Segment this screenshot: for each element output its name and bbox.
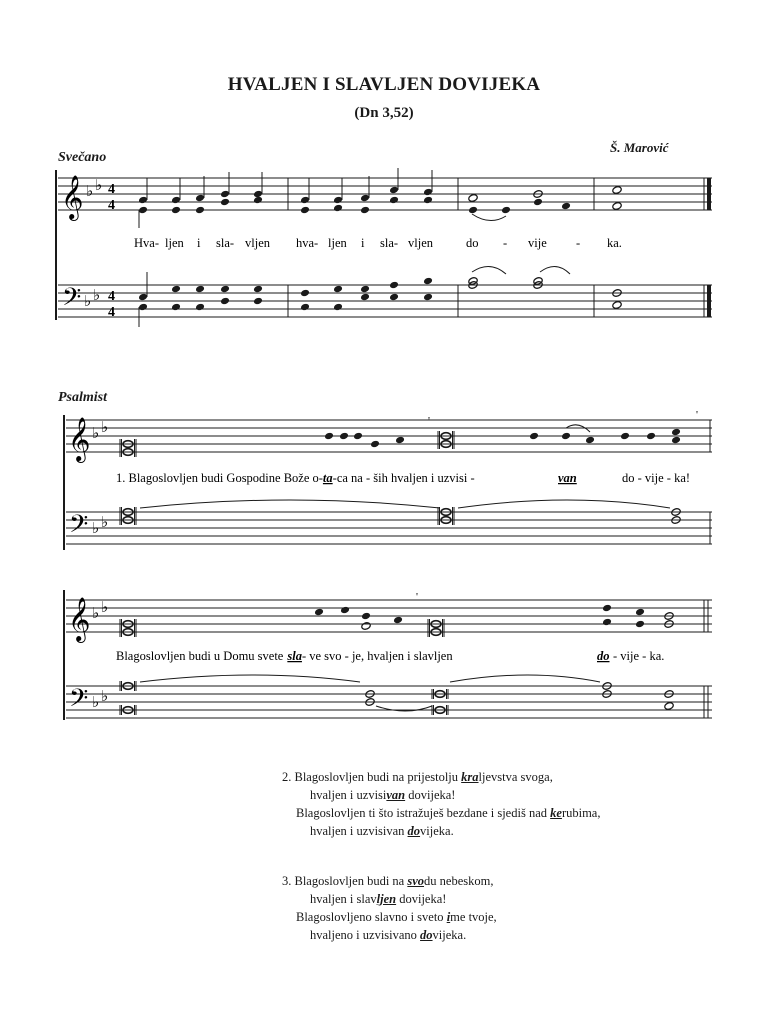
verse1-line2-lyrics [116,649,453,663]
lyric-text: -ca na - ših hvaljen i uzvisi - [332,471,475,485]
lyric-syllable: do [466,236,479,250]
psalmist-marking: Psalmist [58,390,108,405]
lyric-text: Blagoslovljen budi u Domu svete [116,649,284,663]
bass-clef: 𝄢 [62,283,82,318]
verse-line: hvaljen i uzvisivan dovijeka. [310,824,454,838]
lyric-syllable: sla- [216,236,235,250]
breath-mark: ' [428,415,430,427]
bass-notes [138,266,622,327]
treble-staff [66,600,712,632]
lyric-syllable: i [197,236,201,250]
key-signature-flat: ♭ [101,689,109,705]
barlines [288,178,704,317]
tie [140,675,360,682]
treble-clef: 𝄞 [68,597,91,641]
final-barline [707,178,711,210]
lyric-syllable: sla- [380,236,399,250]
lyric-accent: van [558,471,577,485]
tie [450,675,600,682]
bass-clef: 𝄢 [69,510,89,545]
bass-staff [58,285,712,317]
key-signature-flat: ♭ [86,184,94,200]
lyric-syllable: - [576,236,581,250]
verse-line: 2. Blagoslovljen budi na prijestolju kraljevstva svoga, [282,770,553,784]
lyric-text: - ve svo - je, hvaljen i slavljen [301,649,453,663]
verse-line: hvaljen i uzvisivan dovijeka! [310,788,456,802]
tie [458,500,670,508]
time-signature-bottom: 4 [108,305,115,320]
verse-2 [282,768,600,840]
key-signature-flat: ♭ [92,695,100,711]
system-3-verse [64,590,712,720]
lyric-syllable: ka. [607,236,622,250]
lyric-syllable: ljen [328,236,347,250]
lyric-text: - vije - ka. [613,649,665,663]
treble-clef: 𝄞 [61,175,84,219]
breath-mark: ' [416,591,418,603]
scripture-reference: (Dn 3,52) [354,105,414,121]
lyric-syllable: vije [528,236,547,250]
tie [140,500,440,508]
key-signature-flat: ♭ [92,426,100,442]
verse-line: hvaljeno i uzvisivano dovijeka. [310,928,467,942]
final-barline [707,285,711,317]
barlines [704,600,708,718]
system-2-verse [64,409,712,550]
lyric-syllable: hva- [296,236,319,250]
lyric-syllable: Hva- [134,236,159,250]
time-signature-bottom: 4 [108,198,115,213]
key-signature-flat: ♭ [92,521,100,537]
key-signature-flat: ♭ [101,600,109,616]
lyric-accent: sla [287,649,302,663]
lyric-syllable: i [361,236,365,250]
system-1-refrain [56,168,712,327]
composer-name: Š. Marović [610,140,669,155]
lyric-text: 1. Blagoslovljen budi Gospodine Bože o- [116,471,323,485]
key-signature-flat: ♭ [101,420,109,436]
lyric-accent: ta [322,471,333,485]
key-signature-flat: ♭ [92,606,100,622]
key-signature-flat: ♭ [93,288,101,304]
verse-3 [282,872,497,944]
time-signature-top: 4 [108,182,115,197]
key-signature-flat: ♭ [84,294,92,310]
verse1-line1-lyrics [116,471,475,485]
key-signature-flat: ♭ [101,515,109,531]
lyric-syllable: vljen [245,236,270,250]
treble-notes [138,168,622,228]
verse-line: Blagoslovljeno slavno i sveto ime tvoje, [296,910,497,924]
lyric-syllable: vljen [408,236,433,250]
tempo-marking: Svečano [58,150,107,165]
treble-staff [66,420,712,452]
verse-line: 3. Blagoslovljen budi na svodu nebeskom, [282,874,494,888]
treble-clef: 𝄞 [68,417,91,461]
page-title: HVALJEN I SLAVLJEN DOVIJEKA [227,74,541,95]
bass-clef: 𝄢 [69,684,89,719]
verse-line: hvaljen i slavljen dovijeka! [310,892,447,906]
time-signature-top: 4 [108,289,115,304]
lyric-syllable: ljen [165,236,184,250]
refrain-lyrics [134,236,622,250]
lyric-text: do - vije - ka! [622,471,691,485]
verse-line: Blagoslovljen ti što istražuješ bezdane i sjediš nad kerubima, [296,806,601,820]
lyric-accent: do [597,649,610,663]
breath-mark: ' [696,409,698,421]
key-signature-flat: ♭ [95,178,103,194]
bass-staff [66,512,712,544]
lyric-syllable: - [503,236,508,250]
bass-staff [66,686,712,718]
